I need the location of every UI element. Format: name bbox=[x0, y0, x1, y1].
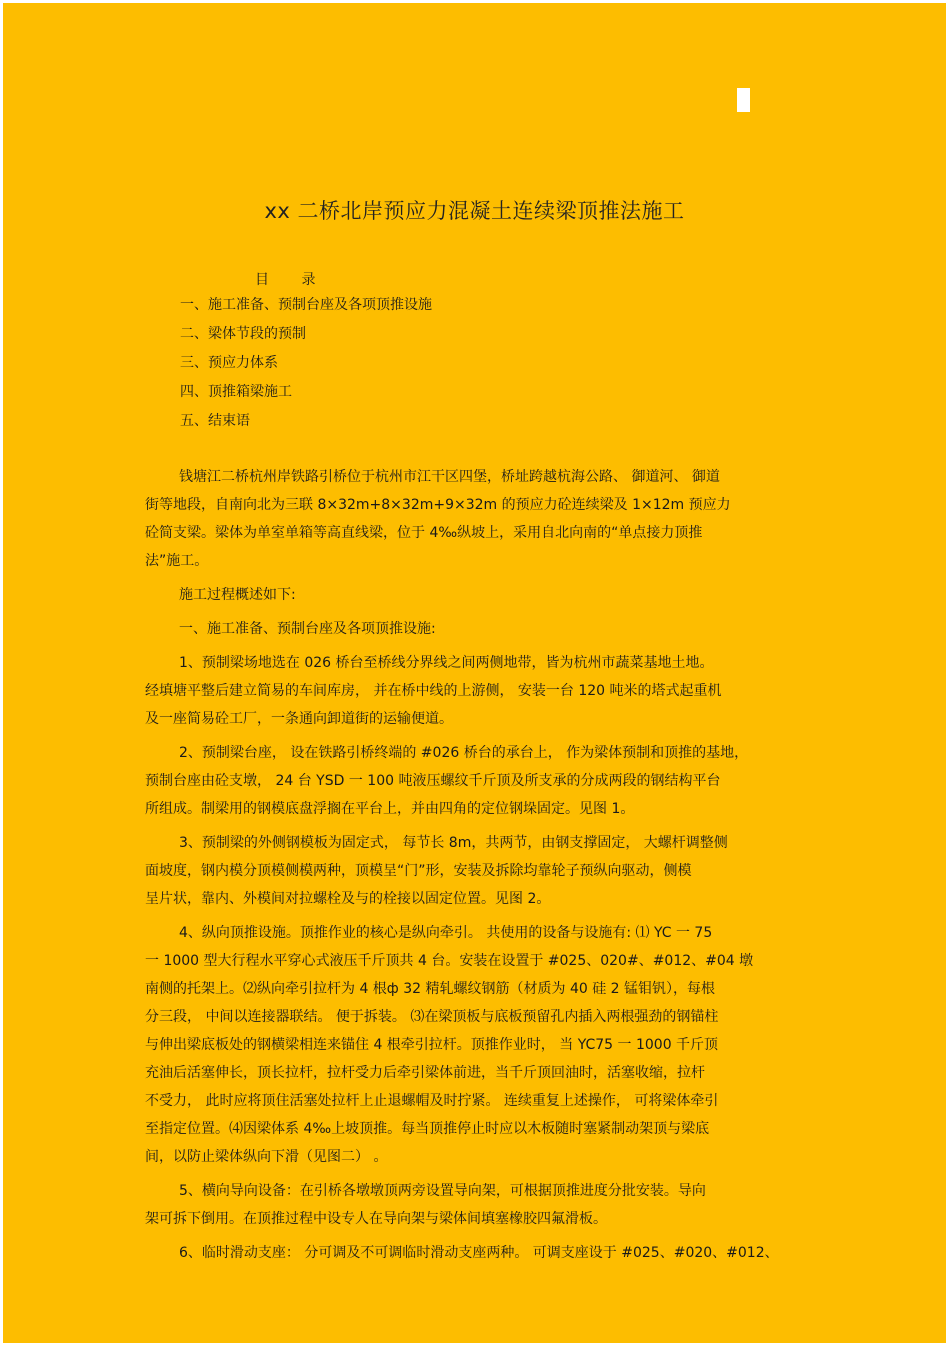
document-page bbox=[3, 3, 946, 1343]
toc-heading: 目 录 bbox=[255, 272, 316, 288]
table-of-contents bbox=[180, 295, 432, 440]
document-title: xx 二桥北岸预应力混凝土连续梁顶推法施工 bbox=[264, 199, 685, 223]
paragraph-item-3: 3、预制梁的外侧钢模板为固定式， 每节长 8m，共两节，由钢支撑固定， 大螺杆调整侧 面坡度，钢内模分顶模侧模两种，顶模呈“门”形，安装及拆除均靠轮子预纵向驱动，侧模 呈片状，靠内、外模间对拉螺栓及与的栓接以固定位置。见图 2。 bbox=[145, 835, 728, 907]
paragraph-intro: 钱塘江二桥杭州岸铁路引桥位于杭州市江干区四堡，桥址跨越杭海公路、 御道河、 御道 街等地段，自南向北为三联 8×32m+8×32m+9×32m 的预应力砼连续梁及 1×12m 预应力 砼简支梁。梁体为单室单箱等高直线梁，位于 4‰纵坡上，采用自北向南的“单点接力顶推 法”施工。 bbox=[145, 469, 731, 569]
paragraph-item-2: 2、预制梁台座， 设在铁路引桥终端的 #026 桥台的承台上， 作为梁体预制和顶推的基地， 预制台座由砼支墩， 24 台 YSD 一 100 吨液压螺纹千斤顶及所支承的分成两段的钢结构平台 所组成。制梁用的钢模底盘浮搁在平台上，并由四角的定位钢垛固定。见图 1。 bbox=[145, 745, 749, 817]
toc-item: 四、顶推箱梁施工 bbox=[180, 384, 292, 400]
section-heading-1: 一、施工准备、预制台座及各项顶推设施: bbox=[179, 621, 436, 637]
paragraph-item-1: 1、预制梁场地选在 026 桥台至桥线分界线之间两侧地带，皆为杭州市蔬菜基地土地。 经填塘平整后建立简易的车间库房， 并在桥中线的上游侧， 安装一台 120 吨米的塔式起重机 及一座简易砼工厂，一条通向卸道街的运输便道。 bbox=[145, 655, 722, 727]
paragraph-item-4: 4、纵向顶推设施。顶推作业的核心是纵向牵引。 共使用的设备与设施有: ⑴ YC 一 75 一 1000 型大行程水平穿心式液压千斤顶共 4 台。安装在设置于 #025、020#、#012、#04 墩 南侧的托架上。⑵纵向牵引拉杆为 4 根ф 32 精轧螺纹钢筋（材质为 40 硅 2 锰钼钒），每根 分三段， 中间以连接器联结。 便于拆装。 ⑶在梁顶板与底板预留孔内插入两根强劲的钢锚柱 与伸出梁底板处的钢横梁相连来锚住 4 根牵引拉杆。顶推作业时， 当 YC75 一 1000 千斤顶 充油后活塞伸长，顶长拉杆，拉杆受力后牵引梁体前进，当千斤顶回油时，活塞收缩，拉杆 不受力， 此时应将顶住活塞处拉杆上止退螺帽及时拧紧。 连续重复上述操作， 可将梁体牵引 至指定位置。⑷因梁体系 4‰上坡顶推。每当顶推停止时应以木板随时塞紧制动架顶与梁底 间，以防止梁体纵向下滑（见图二） 。 bbox=[145, 925, 754, 1165]
document-body bbox=[145, 463, 810, 1273]
toc-item: 一、施工准备、预制台座及各项顶推设施 bbox=[180, 297, 432, 313]
toc-item: 二、梁体节段的预制 bbox=[180, 326, 306, 342]
toc-item: 五、结束语 bbox=[180, 413, 250, 429]
paragraph-overview: 施工过程概述如下: bbox=[179, 587, 296, 603]
paragraph-item-5: 5、横向导向设备：在引桥各墩墩顶两旁设置导向架，可根据顶推进度分批安装。导向 架可拆下倒用。在顶推过程中设专人在导向架与梁体间填塞橡胶四氟滑板。 bbox=[145, 1183, 706, 1227]
paragraph-item-6: 6、临时滑动支座： 分可调及不可调临时滑动支座两种。 可调支座设于 #025、#020、#012、 bbox=[179, 1245, 779, 1261]
page-marker bbox=[737, 88, 750, 112]
toc-item: 三、预应力体系 bbox=[180, 355, 278, 371]
